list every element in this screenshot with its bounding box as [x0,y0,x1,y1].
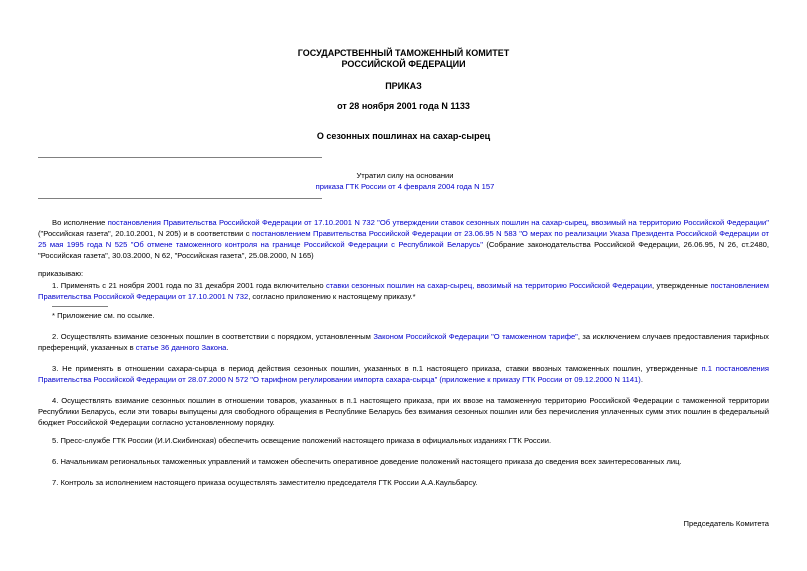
p1-text-3: , согласно приложению к настоящему приказу.* [248,292,416,301]
paragraph-3 [38,363,769,385]
p2-text-3: . [226,343,229,352]
p3-text-3: . [640,375,643,384]
signature-title: Председатель Комитета [683,519,769,528]
footnote: * Приложение см. по ссылке. [52,311,155,320]
link-order-1141[interactable]: (приложение к приказу ГТК России от 09.12.2000 N 1141) [439,375,641,384]
org-name-line2: РОССИЙСКОЙ ФЕДЕРАЦИИ [341,59,466,69]
paragraph-4: 4. Осуществлять взимание сезонных пошлин в отношении товаров, указанных в п.1 настоящего приказа, при их ввозе на таможенную территорию Российской Федерации с таможенной территории Республики Беларусь, если эти товары выпущены для свободного обращения в Республике Беларусь без взимания сезонных пошлин или без перечисления уплаченных сумм этих пошлин в федеральный бюджет Российской Федерации согласно установленному порядку. [38,396,769,427]
preamble-text-3: (Собрание законодательства Российской Федерации, 26.06.95, N 26, ст.2480, "Российская газета", 30.03.2000, N 62, "Российская газета", 25.08.2000, N 165) [38,240,769,260]
doc-type: ПРИКАЗ [385,81,422,91]
paragraph-5: 5. Пресс-службе ГТК России (И.И.Скибинская) обеспечить освещение положений настоящего приказа в официальных изданиях ГТК России. [52,436,552,445]
p3-text-1: 3. Не применять в отношении сахара-сырца в период действия сезонных пошлин, указанных в п.1 настоящего приказа, ставки ввозных таможенных пошлин, утвержденные [52,364,702,373]
footnote-divider [52,306,108,307]
order-word: приказываю: [38,269,84,278]
status-link[interactable]: приказа ГТК России от 4 февраля 2004 года N 157 [315,182,495,191]
p2-text-2: , за исключением случаев предоставления тарифных преференций, указанных в [38,332,769,352]
link-decree-732[interactable]: постановления Правительства Российской Федерации от 17.10.2001 N 732 "Об утверждении ставок сезонных пошлин на сахар-сырец, ввозимый на территорию Российской Федерации" [107,218,769,227]
doc-date: от 28 ноября 2001 года N 1133 [337,101,470,111]
status-line: Утратил силу на основании [356,171,454,180]
divider-bottom [38,198,322,199]
link-seasonal-rates[interactable]: ставки сезонных пошлин на сахар-сырец, ввозимый на территорию Российской Федерации [325,281,653,290]
divider-top [38,157,322,158]
paragraph-2 [38,331,769,353]
doc-subject: О сезонных пошлинах на сахар-сырец [316,131,491,141]
paragraph-6: 6. Начальникам региональных таможенных управлений и таможен обеспечить оперативное доведение положений настоящего приказа до сведения всех заинтересованных лиц. [52,457,682,466]
paragraph-1 [38,280,769,302]
link-customs-tariff-law[interactable]: Законом Российской Федерации "О таможенном тарифе" [373,332,578,341]
preamble-text-1: Во исполнение [52,218,108,227]
link-decree-732-b[interactable]: постановлением Правительства Российской Федерации от 17.10.2001 N 732 [38,281,769,301]
p1-text-2: , утвержденные [652,281,711,290]
link-decree-572[interactable]: п.1 постановления Правительства Российской Федерации от 28.07.2000 N 572 "О тарифном регулировании импорта сахара-сырца" [38,364,769,384]
link-decree-583[interactable]: постановлением Правительства Российской Федерации от 23.06.95 N 583 "О мерах по реализации Указа Президента Российской Федерации от 25 мая 1995 года N 525 "Об отмене таможенного контроля на границе Российской Федерации с Республикой Беларусь" [38,229,769,249]
preamble-text-2: ("Российская газета", 20.10.2001, N 205) и в соответствии с [38,229,253,238]
p2-text-1: 2. Осуществлять взимание сезонных пошлин в соответствии с порядком, установленным [52,332,374,341]
link-article-36[interactable]: статье 36 данного Закона [135,343,227,352]
paragraph-7: 7. Контроль за исполнением настоящего приказа осуществлять заместителю председателя ГТК России А.А.Каульбарсу. [52,478,478,487]
preamble-paragraph [38,217,769,261]
status-note [300,170,510,192]
p1-text-1: 1. Применять с 21 ноября 2001 года по 31 декабря 2001 года включительно [52,281,326,290]
org-name-line1: ГОСУДАРСТВЕННЫЙ ТАМОЖЕННЫЙ КОМИТЕТ [297,48,510,58]
